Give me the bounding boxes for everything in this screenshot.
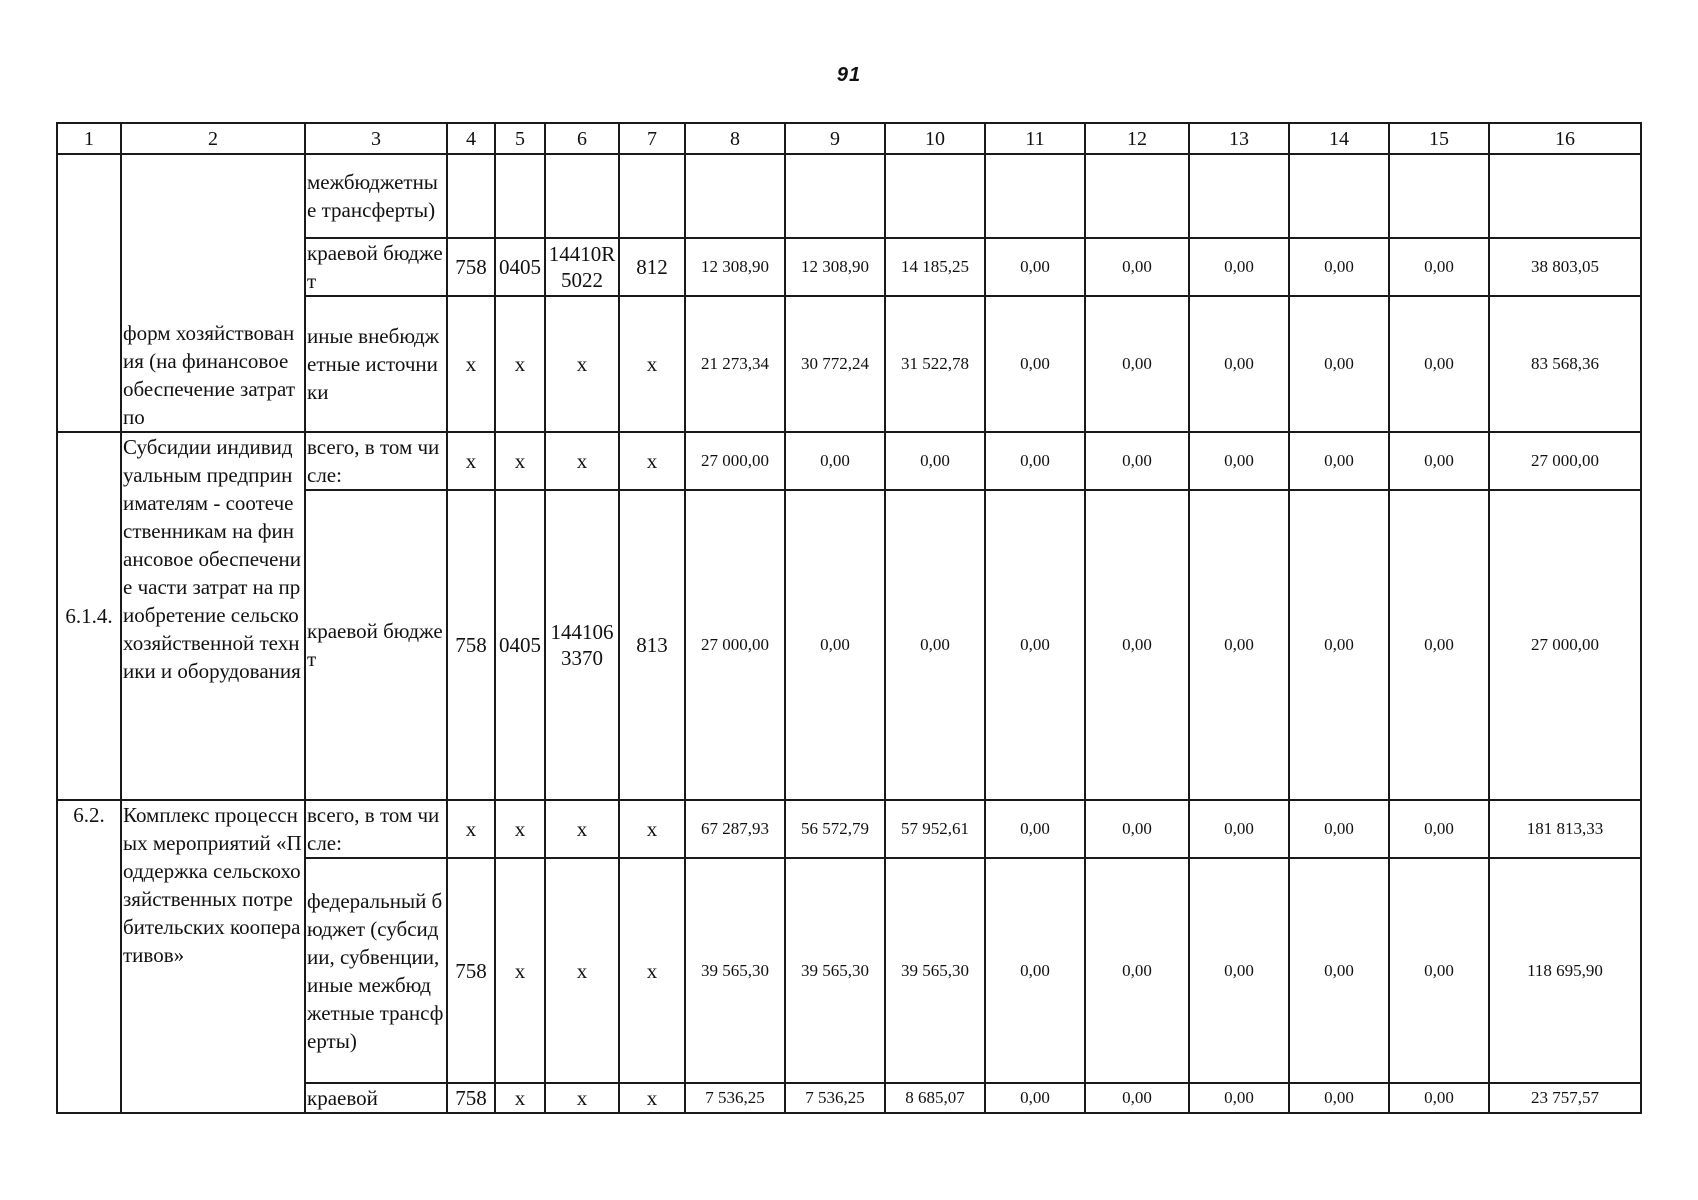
amount-cell: 0,00 [785,490,885,800]
amount-cell: 0,00 [985,1083,1085,1113]
page-number: 91 [836,64,862,86]
empty-cell [495,154,545,238]
admin-code-cell: x [447,432,495,490]
target-code-cell: x [545,432,619,490]
total-amount-cell: 181 813,33 [1489,800,1641,858]
amount-cell: 0,00 [1189,432,1289,490]
total-amount-cell: 23 757,57 [1489,1083,1641,1113]
expense-type-cell: 812 [619,238,685,296]
header-row [57,123,1641,154]
column-header: 1 [57,123,121,154]
admin-code-cell: 758 [447,858,495,1083]
amount-cell: 39 565,30 [885,858,985,1083]
expense-type-cell: x [619,1083,685,1113]
amount-cell: 12 308,90 [685,238,785,296]
amount-cell: 0,00 [1289,238,1389,296]
amount-cell: 0,00 [1389,800,1489,858]
amount-cell: 0,00 [1289,858,1389,1083]
empty-cell [1289,154,1389,238]
expense-type-cell: 813 [619,490,685,800]
target-code-cell: 14410R5022 [545,238,619,296]
amount-cell: 0,00 [1189,858,1289,1083]
amount-cell: 0,00 [1085,296,1189,432]
amount-cell: 0,00 [1289,1083,1389,1113]
amount-cell: 39 565,30 [685,858,785,1083]
section-code-cell: x [495,1083,545,1113]
funding-source-cell: всего, в том числе: [305,800,447,858]
total-amount-cell: 27 000,00 [1489,490,1641,800]
admin-code-cell: 758 [447,490,495,800]
funding-source-cell: краевой бюджет [305,238,447,296]
column-header: 4 [447,123,495,154]
total-amount-cell: 118 695,90 [1489,858,1641,1083]
admin-code-cell: x [447,800,495,858]
amount-cell: 0,00 [985,238,1085,296]
row-number-cell: 6.1.4. [57,432,121,800]
column-header: 6 [545,123,619,154]
empty-cell [685,154,785,238]
section-code-cell: 0405 [495,238,545,296]
empty-cell [1489,154,1641,238]
amount-cell: 0,00 [885,490,985,800]
amount-cell: 0,00 [1389,296,1489,432]
amount-cell: 0,00 [985,800,1085,858]
amount-cell: 0,00 [1085,490,1189,800]
column-header: 8 [685,123,785,154]
empty-cell [1085,154,1189,238]
admin-code-cell: x [447,296,495,432]
amount-cell: 14 185,25 [885,238,985,296]
amount-cell: 0,00 [1085,800,1189,858]
target-code-cell: 1441063370 [545,490,619,800]
target-code-cell: x [545,858,619,1083]
target-code-cell: x [545,1083,619,1113]
amount-cell: 27 000,00 [685,432,785,490]
column-header: 15 [1389,123,1489,154]
section-code-cell: x [495,296,545,432]
amount-cell: 0,00 [985,296,1085,432]
amount-cell: 57 952,61 [885,800,985,858]
amount-cell: 0,00 [1289,800,1389,858]
amount-cell: 0,00 [1389,490,1489,800]
expense-type-cell: x [619,432,685,490]
amount-cell: 0,00 [1189,490,1289,800]
funding-source-cell: краевой бюджет [305,490,447,800]
table-row [57,432,1641,490]
amount-cell: 0,00 [1189,238,1289,296]
amount-cell: 0,00 [1085,858,1189,1083]
amount-cell: 0,00 [885,432,985,490]
admin-code-cell: 758 [447,1083,495,1113]
column-header: 11 [985,123,1085,154]
column-header: 7 [619,123,685,154]
event-name-cell: форм хозяйствования (на финансовое обеспечение затрат по [121,154,305,432]
column-header: 12 [1085,123,1189,154]
empty-cell [545,154,619,238]
section-code-cell: x [495,432,545,490]
event-name-cell: Комплекс процессных мероприятий «Поддержка сельскохозяйственных потребительских кооперативов» [121,800,305,1113]
amount-cell: 0,00 [1189,296,1289,432]
empty-cell [985,154,1085,238]
target-code-cell: x [545,296,619,432]
expense-type-cell: x [619,296,685,432]
amount-cell: 0,00 [985,432,1085,490]
amount-cell: 0,00 [1389,238,1489,296]
amount-cell: 0,00 [1389,858,1489,1083]
column-header: 3 [305,123,447,154]
section-code-cell: x [495,800,545,858]
amount-cell: 7 536,25 [785,1083,885,1113]
budget-table [56,122,1642,1114]
amount-cell: 31 522,78 [885,296,985,432]
amount-cell: 30 772,24 [785,296,885,432]
amount-cell: 21 273,34 [685,296,785,432]
amount-cell: 0,00 [1289,296,1389,432]
empty-cell [785,154,885,238]
empty-cell [447,154,495,238]
table-row [57,154,1641,238]
expense-type-cell: x [619,858,685,1083]
empty-cell [885,154,985,238]
column-header: 10 [885,123,985,154]
amount-cell: 0,00 [1085,238,1189,296]
expense-type-cell: x [619,800,685,858]
amount-cell: 0,00 [1189,1083,1289,1113]
funding-source-cell: всего, в том числе: [305,432,447,490]
amount-cell: 0,00 [785,432,885,490]
amount-cell: 0,00 [1389,432,1489,490]
amount-cell: 7 536,25 [685,1083,785,1113]
amount-cell: 0,00 [1289,432,1389,490]
amount-cell: 0,00 [1189,800,1289,858]
column-header: 2 [121,123,305,154]
empty-cell [1389,154,1489,238]
event-name-cell: Субсидии индивидуальным предпринимателям - соотечественникам на финансовое обеспечение части затрат на приобретение сельскохозяйственной техники и оборудования [121,432,305,800]
section-code-cell: 0405 [495,490,545,800]
empty-cell [1189,154,1289,238]
amount-cell: 56 572,79 [785,800,885,858]
column-header: 14 [1289,123,1389,154]
amount-cell: 12 308,90 [785,238,885,296]
row-number-cell: 6.2. [57,800,121,1113]
total-amount-cell: 27 000,00 [1489,432,1641,490]
funding-source-cell: иные внебюджетные источники [305,296,447,432]
funding-source-cell: межбюджетные трансферты) [305,154,447,238]
column-header: 16 [1489,123,1641,154]
row-number-cell [57,154,121,432]
total-amount-cell: 38 803,05 [1489,238,1641,296]
empty-cell [619,154,685,238]
target-code-cell: x [545,800,619,858]
amount-cell: 0,00 [985,858,1085,1083]
amount-cell: 27 000,00 [685,490,785,800]
amount-cell: 67 287,93 [685,800,785,858]
amount-cell: 0,00 [1289,490,1389,800]
amount-cell: 0,00 [1085,1083,1189,1113]
total-amount-cell: 83 568,36 [1489,296,1641,432]
amount-cell: 8 685,07 [885,1083,985,1113]
amount-cell: 39 565,30 [785,858,885,1083]
table-row [57,800,1641,858]
column-header: 9 [785,123,885,154]
section-code-cell: x [495,858,545,1083]
amount-cell: 0,00 [1389,1083,1489,1113]
amount-cell: 0,00 [1085,432,1189,490]
column-header: 13 [1189,123,1289,154]
amount-cell: 0,00 [985,490,1085,800]
admin-code-cell: 758 [447,238,495,296]
funding-source-cell: федеральный бюджет (субсидии, субвенции, иные межбюджетные трансферты) [305,858,447,1083]
funding-source-cell: краевой [305,1083,447,1113]
column-header: 5 [495,123,545,154]
